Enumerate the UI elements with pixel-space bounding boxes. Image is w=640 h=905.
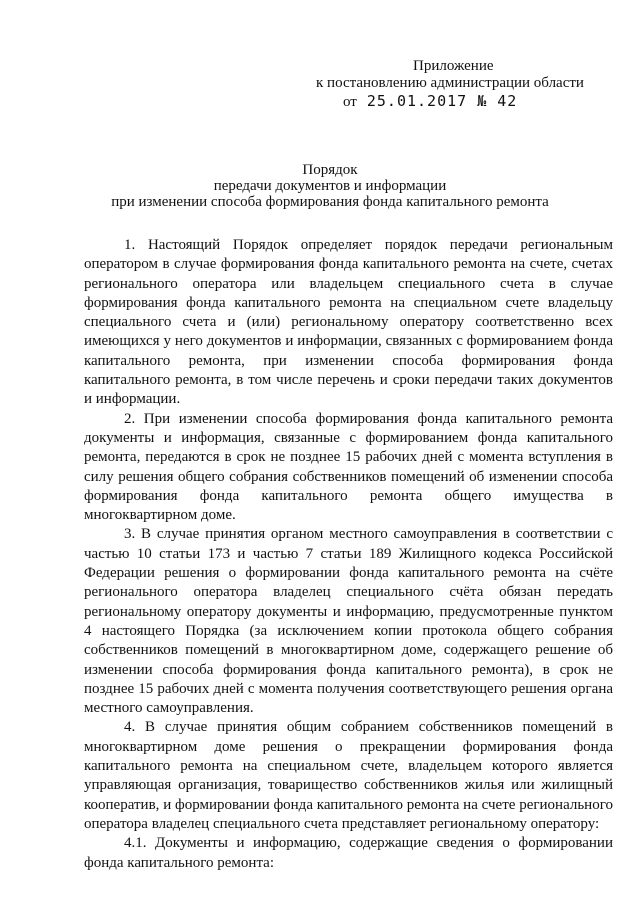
paragraph-1: 1. Настоящий Порядок определяет порядок передачи региональным оператором в случае формирования фонда капитального ремонта на счете, счетах регионального оператора или владельцем специального счета в случае формирования фонда капитального ремонта на специальном счете владельцу специального счета и (или) региональному оператору соответственно всех имеющихся у него документов и информации, связанных с формированием фонда капитального ремонта, при изменении способа формирования фонда капитального ремонта, в том числе перечень и сроки передачи таких документов и информации. <box>84 237 613 408</box>
appendix-label: Приложение <box>413 58 494 74</box>
paragraph-3: 3. В случае принятия органом местного самоуправления в соответствии с частью 10 статьи 173 и частью 7 статьи 189 Жилищного кодекса Российской Федерации решения о формировании фонда капитального ремонта на счёте регионального оператора владелец специального счёта обязан передать региональному оператору документы и информацию, предусмотренные пунктом 4 настоящего Порядка (за исключением копии протокола общего собрания собственников помещений в многоквартирном доме, содержащего решение об изменении способа формирования фонда капитального ремонта), в срок не позднее 15 рабочих дней с момента получения соответствующего решения органа местного самоуправления. <box>84 526 613 717</box>
date-prefix: от <box>343 94 357 110</box>
document-body <box>84 236 613 873</box>
paragraph-2: 2. При изменении способа формирования фонда капитального ремонта документы и информация, связанные с формированием фонда капитального ремонта, передаются в срок не позднее 15 рабочих дней с момента вступления в силу решения общего собрания собственников помещений об изменении способа формирования фонда капитального ремонта общего имущества в многоквартирном доме. <box>84 410 613 524</box>
paragraph-4: 4. В случае принятия общим собранием собственников помещений в многоквартирном доме решения о прекращении формирования фонда капитального ремонта на специальном счете, владельцем которого является управляющая организация, товарищество собственников жилья или жилищный кооператив, и формировании фонда капитального ремонта на счете регионального оператора владелец специального счета представляет региональному оператору: <box>84 719 613 832</box>
resolution-reference: к постановлению администрации области <box>316 75 584 91</box>
handwritten-date-number: 25.01.2017 № 42 <box>366 92 518 110</box>
title-line-1: Порядок <box>302 162 358 178</box>
title-line-2: передачи документов и информации <box>213 178 447 194</box>
title-line-3: при изменении способа формирования фонда капитального ремонта <box>111 194 549 210</box>
resolution-date-line <box>343 91 517 112</box>
paragraph-4-1: 4.1. Документы и информацию, содержащие сведения о формировании фонда капитального ремонта: <box>84 835 613 871</box>
document-title <box>60 162 600 210</box>
